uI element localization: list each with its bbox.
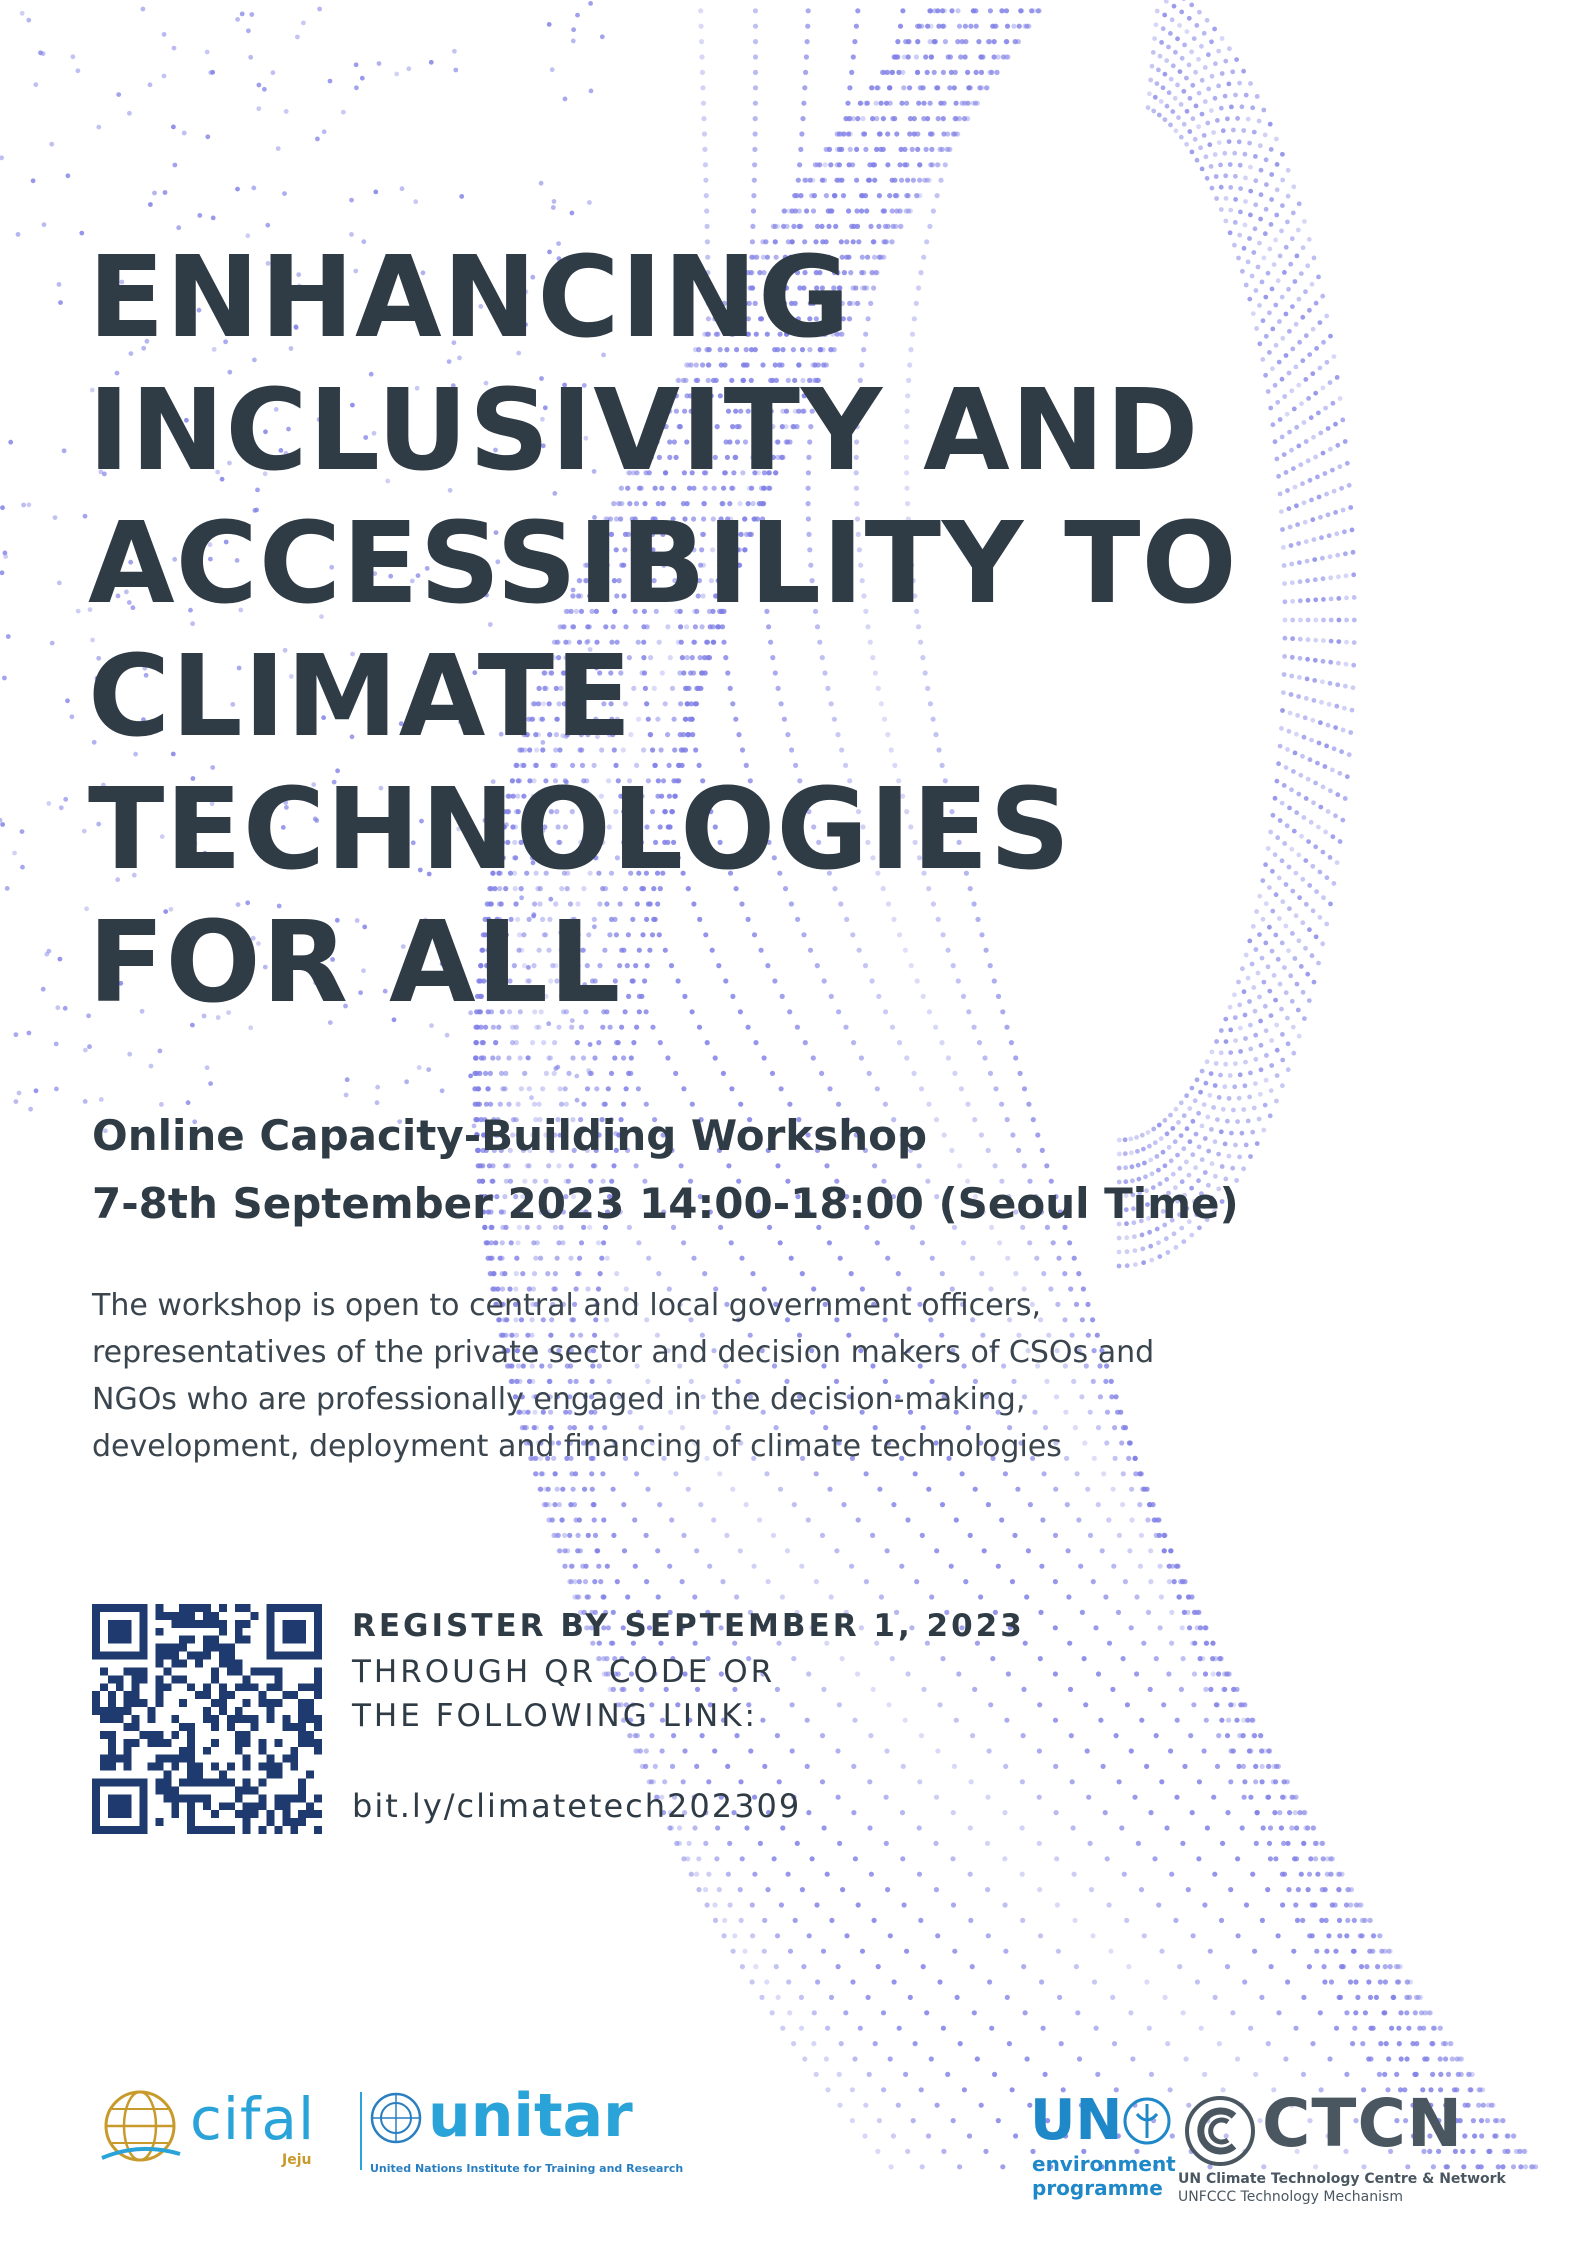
un-emblem-icon	[370, 2092, 422, 2144]
un-wordmark: UN	[1030, 2088, 1123, 2153]
unep-line-2: programme	[1032, 2176, 1163, 2200]
unep-line-1: environment	[1032, 2152, 1176, 2176]
cifal-location: Jeju	[282, 2152, 312, 2168]
logo-divider	[360, 2092, 362, 2170]
register-deadline: REGISTER BY SEPTEMBER 1, 2023	[352, 1608, 1025, 1644]
register-link[interactable]: bit.ly/climatetech202309	[352, 1787, 802, 1825]
workshop-description	[92, 1282, 1242, 1470]
ctcn-subtitle-1: UN Climate Technology Centre & Network	[1178, 2171, 1506, 2187]
cifal-unitar-logo	[98, 2078, 684, 2188]
globe-icon	[98, 2084, 182, 2174]
unitar-subtitle: United Nations Institute for Training and Research	[370, 2162, 684, 2175]
register-instructions-line-1: THROUGH QR CODE OR	[352, 1654, 776, 1690]
description-line-2: representatives of the private sector and decision makers of CSOs and	[92, 1335, 1155, 1370]
title-line-4: CLIMATE	[88, 632, 633, 762]
page-title	[88, 232, 1418, 1030]
register-instructions-line-2: THE FOLLOWING LINK:	[352, 1698, 758, 1734]
workshop-type: Online Capacity-Building Workshop	[92, 1111, 928, 1160]
cifal-wordmark: cifal	[190, 2085, 316, 2153]
ctcn-wordmark: CTCN	[1262, 2085, 1464, 2162]
title-line-6: FOR ALL	[88, 898, 622, 1028]
description-line-4: development, deployment and financing of climate technologies	[92, 1429, 1062, 1464]
qr-code-icon[interactable]	[92, 1604, 322, 1834]
ctcn-emblem-icon	[1182, 2094, 1258, 2168]
unep-emblem-icon	[1122, 2096, 1172, 2146]
title-line-1: ENHANCING	[88, 233, 851, 363]
unep-ctcn-logo	[1030, 2085, 1506, 2210]
workshop-date: 7-8th September 2023 14:00-18:00 (Seoul Time)	[92, 1179, 1239, 1228]
description-line-1: The workshop is open to central and local government officers,	[92, 1288, 1042, 1323]
description-line-3: NGOs who are professionally engaged in the decision-making,	[92, 1382, 1026, 1417]
unitar-wordmark: unitar	[428, 2081, 633, 2151]
ctcn-subtitle-2: UNFCCC Technology Mechanism	[1178, 2189, 1403, 2205]
title-line-3: ACCESSIBILITY TO	[88, 499, 1238, 629]
title-line-5: TECHNOLOGIES	[88, 765, 1072, 895]
title-line-2: INCLUSIVITY AND	[88, 366, 1200, 496]
